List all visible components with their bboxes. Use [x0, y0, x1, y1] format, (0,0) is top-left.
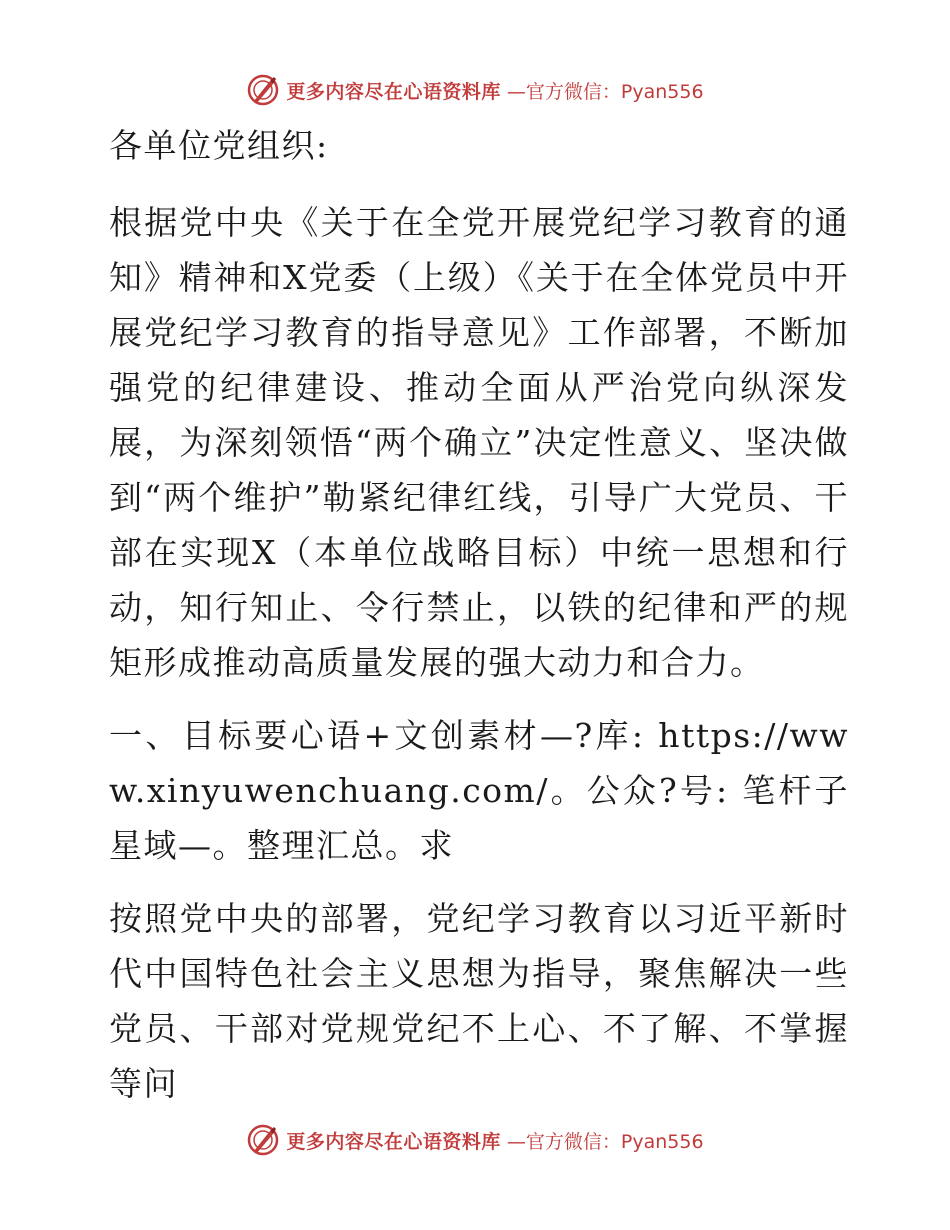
paragraph-deployment: 按照党中央的部署，党纪学习教育以习近平新时代中国特色社会主义思想为指导，聚焦解决一些党员、干部对党规党纪不上心、不了解、不掌握等问	[109, 899, 849, 1103]
promo-text: 更多内容尽在心语资料库	[286, 80, 501, 103]
pen-logo-icon	[246, 1123, 280, 1157]
header-watermark-banner	[0, 70, 950, 110]
wechat-contact-text: —官方微信：Pyan556	[506, 80, 704, 103]
document-body	[97, 118, 849, 1129]
promo-text: 更多内容尽在心语资料库	[286, 1130, 501, 1153]
paragraph-intro: 根据党中央《关于在全党开展党纪学习教育的通知》精神和X党委（上级）《关于在全体党员中开展党纪学习教育的指导意见》工作部署，不断加强党的纪律建设、推动全面从严治党向纵深发展，为深刻领悟“两个确立”决定性意义、坚决做到“两个维护”勒紧纪律红线，引导广大党员、干部在实现X（本单位战略目标）中统一思想和行动，知行知止、令行禁止，以铁的纪律和严的规矩形成推动高质量发展的强大动力和合力。	[109, 203, 849, 682]
pen-logo-icon	[246, 73, 280, 107]
salutation: 各单位党组织:	[109, 126, 329, 165]
wechat-contact-text: —官方微信：Pyan556	[506, 1130, 704, 1153]
paragraph-section-heading: 一、目标要心语+文创素材—?库: https://www.xinyuwenchuang.com/。公众?号: 笔杆子星域—。整理汇总。求	[109, 716, 849, 865]
footer-watermark-banner	[0, 1120, 950, 1160]
